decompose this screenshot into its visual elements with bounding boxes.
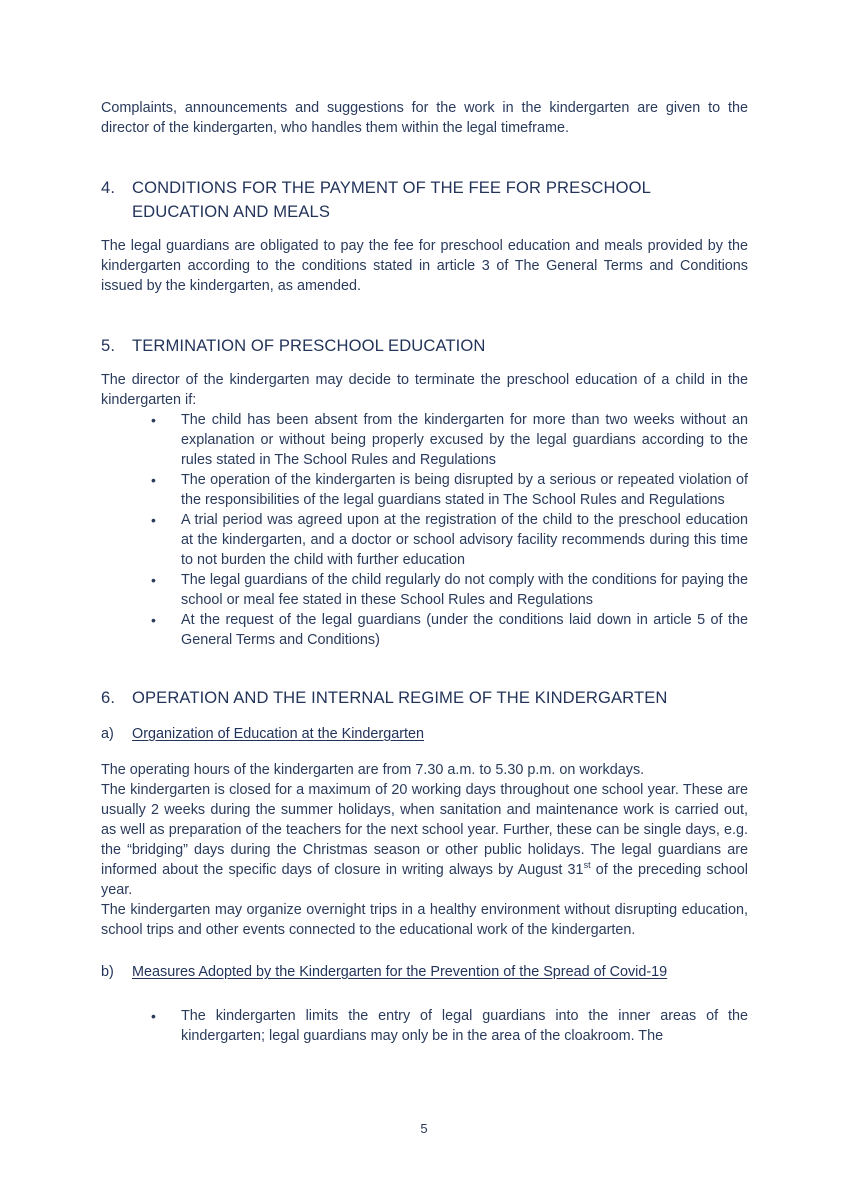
section-number: 5. [101,336,116,355]
section-number: 4. [101,178,116,197]
subsection-title: Organization of Education at the Kindergarten [132,726,425,742]
subsection-label: b) [101,964,114,980]
intro-paragraph: Complaints, announcements and suggestions for the work in the kindergarten are given to the director of the kindergarten, who handles them within the legal timeframe. [101,100,748,136]
subsection-label: a) [101,726,114,742]
section-6-heading [101,686,748,710]
operating-hours-paragraph: The operating hours of the kindergarten are from 7.30 a.m. to 5.30 p.m. on workdays. [101,762,645,778]
bullet-icon: • [151,472,156,488]
document-page [101,98,748,1046]
list-item: • The child has been absent from the kindergarten for more than two weeks without an explanation or without being properly excused by the legal guardians according to the rules stated in The School Rules and Regulations [151,412,748,468]
list-item: • The kindergarten limits the entry of legal guardians into the inner areas of the kindergarten; legal guardians may only be in the area of the cloakroom. The [151,1008,748,1044]
list-item: • The operation of the kindergarten is being disrupted by a serious or repeated violation of the responsibilities of the legal guardians stated in The School Rules and Regulations [151,472,748,508]
section-5-heading [101,334,748,358]
list-item: • The legal guardians of the child regularly do not comply with the conditions for paying the school or meal fee stated in these School Rules and Regulations [151,572,748,608]
subsection-a-heading [101,724,748,744]
trips-paragraph: The kindergarten may organize overnight trips in a healthy environment without disrupting education, school trips and other events connected to the educational work of the kindergarten. [101,902,748,938]
subsection-b-heading [101,962,748,982]
section-4-body: The legal guardians are obligated to pay the fee for preschool education and meals provided by the kindergarten according to the conditions stated in article 3 of The General Terms and Conditions issued by the kindergarten, as amended. [101,238,748,294]
termination-conditions-list [101,410,748,650]
bullet-icon: • [151,512,156,528]
subsection-title: Measures Adopted by the Kindergarten for the Prevention of the Spread of Covid-19 [132,964,668,980]
section-title: CONDITIONS FOR THE PAYMENT OF THE FEE FOR PRESCHOOL EDUCATION AND MEALS [132,178,651,221]
section-5-body: The director of the kindergarten may decide to terminate the preschool education of a child in the kindergarten if: [101,372,748,408]
list-item: • At the request of the legal guardians (under the conditions laid down in article 5 of the General Terms and Conditions) [151,612,748,648]
closure-paragraph: The kindergarten is closed for a maximum of 20 working days throughout one school year. These are usually 2 weeks during the summer holidays, when sanitation and maintenance work is carried out, as well as preparation of the teachers for the next school year. Further, these can be single days, e.g. the “bridging” days during the Christmas season or other public holidays. The legal guardians are informed about the specific days of closure in writing always by August 31st of the preceding school year. [101,782,748,898]
bullet-icon: • [151,612,156,628]
section-title: OPERATION AND THE INTERNAL REGIME OF THE KINDERGARTEN [132,688,668,707]
bullet-icon: • [151,412,156,428]
covid-measures-list [101,1006,748,1046]
section-title: TERMINATION OF PRESCHOOL EDUCATION [132,336,486,355]
page-number: 5 [420,1121,428,1136]
bullet-icon: • [151,572,156,588]
section-4-heading [101,176,748,224]
section-number: 6. [101,688,116,707]
list-item: • A trial period was agreed upon at the registration of the child to the preschool education at the kindergarten, and a doctor or school advisory facility recommends during this time to not burden the child with further education [151,512,748,568]
bullet-icon: • [151,1008,156,1024]
